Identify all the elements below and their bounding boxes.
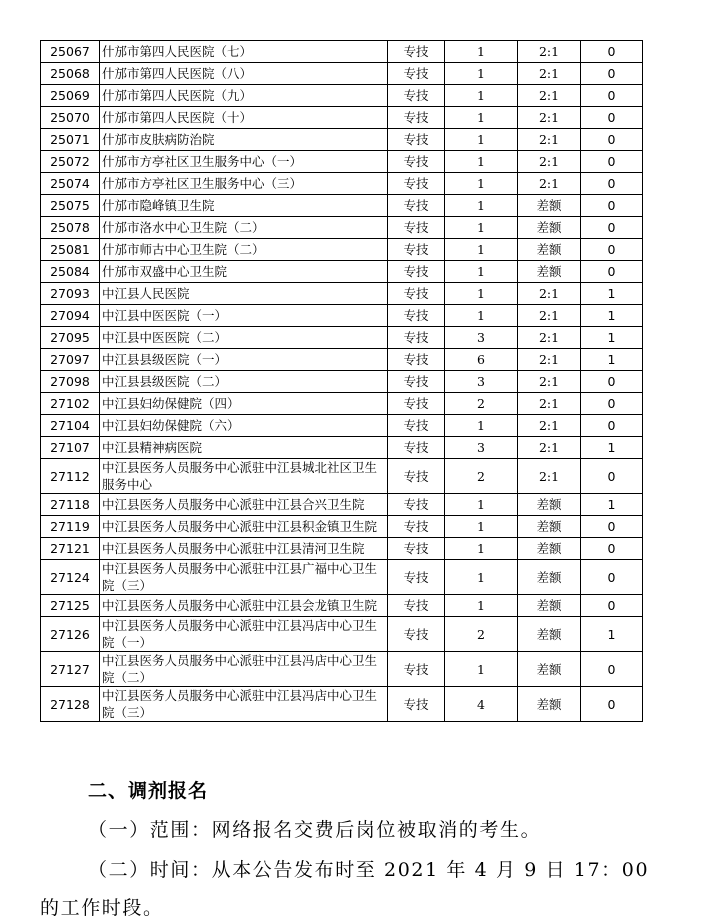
position-type-cell: 专技 bbox=[388, 494, 445, 516]
position-code-cell: 27094 bbox=[41, 305, 100, 327]
applicant-count-cell: 0 bbox=[581, 459, 643, 494]
position-code-cell: 25067 bbox=[41, 41, 100, 63]
applicant-count-cell: 0 bbox=[581, 595, 643, 617]
exam-ratio-cell: 差额 bbox=[518, 239, 581, 261]
position-code-cell: 27125 bbox=[41, 595, 100, 617]
exam-ratio-cell: 2:1 bbox=[518, 173, 581, 195]
table-row bbox=[41, 349, 643, 371]
position-unit-cell: 中江县县级医院（一） bbox=[100, 349, 388, 371]
exam-ratio-cell: 差额 bbox=[518, 652, 581, 687]
exam-ratio-cell: 差额 bbox=[518, 516, 581, 538]
position-code-cell: 25072 bbox=[41, 151, 100, 173]
position-count-cell: 1 bbox=[445, 173, 518, 195]
position-unit-cell: 什邡市方亭社区卫生服务中心（三） bbox=[100, 173, 388, 195]
table-row bbox=[41, 494, 643, 516]
exam-ratio-cell: 2:1 bbox=[518, 327, 581, 349]
position-count-cell: 6 bbox=[445, 349, 518, 371]
exam-ratio-cell: 差额 bbox=[518, 261, 581, 283]
table-row bbox=[41, 393, 643, 415]
table-row bbox=[41, 85, 643, 107]
position-type-cell: 专技 bbox=[388, 617, 445, 652]
position-unit-cell: 什邡市师古中心卫生院（二） bbox=[100, 239, 388, 261]
position-type-cell: 专技 bbox=[388, 516, 445, 538]
exam-ratio-cell: 差额 bbox=[518, 195, 581, 217]
position-unit-cell: 什邡市第四人民医院（九） bbox=[100, 85, 388, 107]
position-code-cell: 27093 bbox=[41, 283, 100, 305]
position-unit-cell: 中江县县级医院（二） bbox=[100, 371, 388, 393]
exam-ratio-cell: 差额 bbox=[518, 560, 581, 595]
position-count-cell: 2 bbox=[445, 393, 518, 415]
positions-table-body bbox=[41, 41, 643, 722]
applicant-count-cell: 0 bbox=[581, 415, 643, 437]
position-count-cell: 3 bbox=[445, 371, 518, 393]
table-row bbox=[41, 217, 643, 239]
table-row bbox=[41, 261, 643, 283]
position-unit-cell: 中江县医务人员服务中心派驻中江县冯店中心卫生院（三） bbox=[100, 687, 388, 722]
exam-ratio-cell: 2:1 bbox=[518, 437, 581, 459]
applicant-count-cell: 0 bbox=[581, 151, 643, 173]
position-type-cell: 专技 bbox=[388, 107, 445, 129]
position-unit-cell: 中江县医务人员服务中心派驻中江县合兴卫生院 bbox=[100, 494, 388, 516]
table-row bbox=[41, 415, 643, 437]
table-row bbox=[41, 459, 643, 494]
position-code-cell: 27126 bbox=[41, 617, 100, 652]
position-unit-cell: 什邡市第四人民医院（七） bbox=[100, 41, 388, 63]
position-count-cell: 2 bbox=[445, 459, 518, 494]
position-count-cell: 1 bbox=[445, 63, 518, 85]
applicant-count-cell: 1 bbox=[581, 349, 643, 371]
position-count-cell: 1 bbox=[445, 538, 518, 560]
applicant-count-cell: 0 bbox=[581, 261, 643, 283]
position-type-cell: 专技 bbox=[388, 687, 445, 722]
table-row bbox=[41, 327, 643, 349]
position-code-cell: 25075 bbox=[41, 195, 100, 217]
applicant-count-cell: 0 bbox=[581, 371, 643, 393]
paragraph-scope: （一）范围：网络报名交费后岗位被取消的考生。 bbox=[88, 819, 542, 841]
applicant-count-cell: 0 bbox=[581, 195, 643, 217]
applicant-count-cell: 0 bbox=[581, 538, 643, 560]
position-type-cell: 专技 bbox=[388, 41, 445, 63]
position-code-cell: 27097 bbox=[41, 349, 100, 371]
table-row bbox=[41, 107, 643, 129]
applicant-count-cell: 1 bbox=[581, 283, 643, 305]
table-row bbox=[41, 63, 643, 85]
applicant-count-cell: 1 bbox=[581, 494, 643, 516]
position-count-cell: 3 bbox=[445, 327, 518, 349]
position-unit-cell: 什邡市洛水中心卫生院（二） bbox=[100, 217, 388, 239]
position-code-cell: 27124 bbox=[41, 560, 100, 595]
exam-ratio-cell: 差额 bbox=[518, 617, 581, 652]
table-row bbox=[41, 687, 643, 722]
table-row bbox=[41, 595, 643, 617]
position-unit-cell: 什邡市隐峰镇卫生院 bbox=[100, 195, 388, 217]
exam-ratio-cell: 2:1 bbox=[518, 349, 581, 371]
exam-ratio-cell: 2:1 bbox=[518, 415, 581, 437]
exam-ratio-cell: 2:1 bbox=[518, 459, 581, 494]
position-unit-cell: 什邡市双盛中心卫生院 bbox=[100, 261, 388, 283]
applicant-count-cell: 0 bbox=[581, 560, 643, 595]
exam-ratio-cell: 2:1 bbox=[518, 85, 581, 107]
position-code-cell: 27104 bbox=[41, 415, 100, 437]
position-unit-cell: 中江县妇幼保健院（六） bbox=[100, 415, 388, 437]
position-count-cell: 1 bbox=[445, 195, 518, 217]
position-type-cell: 专技 bbox=[388, 437, 445, 459]
position-unit-cell: 中江县医务人员服务中心派驻中江县城北社区卫生服务中心 bbox=[100, 459, 388, 494]
position-count-cell: 4 bbox=[445, 687, 518, 722]
position-code-cell: 25081 bbox=[41, 239, 100, 261]
position-code-cell: 25070 bbox=[41, 107, 100, 129]
position-code-cell: 25078 bbox=[41, 217, 100, 239]
exam-ratio-cell: 差额 bbox=[518, 494, 581, 516]
applicant-count-cell: 0 bbox=[581, 107, 643, 129]
table-row bbox=[41, 538, 643, 560]
exam-ratio-cell: 差额 bbox=[518, 217, 581, 239]
position-unit-cell: 中江县妇幼保健院（四） bbox=[100, 393, 388, 415]
exam-ratio-cell: 2:1 bbox=[518, 63, 581, 85]
exam-ratio-cell: 2:1 bbox=[518, 107, 581, 129]
position-type-cell: 专技 bbox=[388, 305, 445, 327]
applicant-count-cell: 0 bbox=[581, 239, 643, 261]
position-code-cell: 27098 bbox=[41, 371, 100, 393]
position-type-cell: 专技 bbox=[388, 538, 445, 560]
position-type-cell: 专技 bbox=[388, 217, 445, 239]
table-row bbox=[41, 173, 643, 195]
positions-table bbox=[40, 40, 643, 722]
position-type-cell: 专技 bbox=[388, 151, 445, 173]
position-count-cell: 1 bbox=[445, 516, 518, 538]
position-type-cell: 专技 bbox=[388, 595, 445, 617]
paragraph-time-line2: 的工作时段。 bbox=[40, 897, 164, 919]
position-unit-cell: 中江县人民医院 bbox=[100, 283, 388, 305]
exam-ratio-cell: 差额 bbox=[518, 595, 581, 617]
applicant-count-cell: 0 bbox=[581, 129, 643, 151]
position-type-cell: 专技 bbox=[388, 129, 445, 151]
position-count-cell: 2 bbox=[445, 617, 518, 652]
position-unit-cell: 中江县精神病医院 bbox=[100, 437, 388, 459]
table-row bbox=[41, 371, 643, 393]
position-count-cell: 1 bbox=[445, 239, 518, 261]
table-row bbox=[41, 283, 643, 305]
position-unit-cell: 中江县医务人员服务中心派驻中江县冯店中心卫生院（一） bbox=[100, 617, 388, 652]
position-count-cell: 1 bbox=[445, 85, 518, 107]
applicant-count-cell: 0 bbox=[581, 516, 643, 538]
table-row bbox=[41, 516, 643, 538]
applicant-count-cell: 0 bbox=[581, 652, 643, 687]
position-count-cell: 3 bbox=[445, 437, 518, 459]
position-type-cell: 专技 bbox=[388, 371, 445, 393]
position-count-cell: 1 bbox=[445, 41, 518, 63]
position-code-cell: 27102 bbox=[41, 393, 100, 415]
position-unit-cell: 中江县医务人员服务中心派驻中江县清河卫生院 bbox=[100, 538, 388, 560]
table-row bbox=[41, 239, 643, 261]
position-count-cell: 1 bbox=[445, 415, 518, 437]
position-code-cell: 27112 bbox=[41, 459, 100, 494]
applicant-count-cell: 1 bbox=[581, 437, 643, 459]
table-row bbox=[41, 617, 643, 652]
exam-ratio-cell: 2:1 bbox=[518, 371, 581, 393]
position-type-cell: 专技 bbox=[388, 652, 445, 687]
position-code-cell: 27127 bbox=[41, 652, 100, 687]
position-code-cell: 25071 bbox=[41, 129, 100, 151]
position-type-cell: 专技 bbox=[388, 560, 445, 595]
applicant-count-cell: 1 bbox=[581, 327, 643, 349]
position-unit-cell: 什邡市皮肤病防治院 bbox=[100, 129, 388, 151]
position-type-cell: 专技 bbox=[388, 85, 445, 107]
position-code-cell: 25084 bbox=[41, 261, 100, 283]
position-unit-cell: 什邡市方亭社区卫生服务中心（一） bbox=[100, 151, 388, 173]
position-count-cell: 1 bbox=[445, 107, 518, 129]
position-unit-cell: 什邡市第四人民医院（八） bbox=[100, 63, 388, 85]
applicant-count-cell: 0 bbox=[581, 687, 643, 722]
applicant-count-cell: 0 bbox=[581, 393, 643, 415]
position-unit-cell: 中江县医务人员服务中心派驻中江县冯店中心卫生院（二） bbox=[100, 652, 388, 687]
table-row bbox=[41, 652, 643, 687]
position-type-cell: 专技 bbox=[388, 415, 445, 437]
table-row bbox=[41, 305, 643, 327]
section-heading: 二、调剂报名 bbox=[88, 780, 209, 802]
applicant-count-cell: 1 bbox=[581, 617, 643, 652]
applicant-count-cell: 0 bbox=[581, 63, 643, 85]
position-code-cell: 27119 bbox=[41, 516, 100, 538]
position-count-cell: 1 bbox=[445, 595, 518, 617]
position-type-cell: 专技 bbox=[388, 195, 445, 217]
position-count-cell: 1 bbox=[445, 494, 518, 516]
position-type-cell: 专技 bbox=[388, 393, 445, 415]
position-code-cell: 27128 bbox=[41, 687, 100, 722]
position-code-cell: 25069 bbox=[41, 85, 100, 107]
position-code-cell: 25068 bbox=[41, 63, 100, 85]
position-type-cell: 专技 bbox=[388, 327, 445, 349]
position-count-cell: 1 bbox=[445, 560, 518, 595]
exam-ratio-cell: 差额 bbox=[518, 687, 581, 722]
position-code-cell: 27095 bbox=[41, 327, 100, 349]
position-unit-cell: 中江县医务人员服务中心派驻中江县积金镇卫生院 bbox=[100, 516, 388, 538]
exam-ratio-cell: 2:1 bbox=[518, 283, 581, 305]
position-unit-cell: 什邡市第四人民医院（十） bbox=[100, 107, 388, 129]
position-code-cell: 27107 bbox=[41, 437, 100, 459]
position-unit-cell: 中江县医务人员服务中心派驻中江县广福中心卫生院（三） bbox=[100, 560, 388, 595]
table-row bbox=[41, 41, 643, 63]
paragraph-time-line1: （二）时间：从本公告发布时至 2021 年 4 月 9 日 17：00 bbox=[88, 859, 650, 881]
position-count-cell: 1 bbox=[445, 129, 518, 151]
applicant-count-cell: 0 bbox=[581, 85, 643, 107]
position-count-cell: 1 bbox=[445, 217, 518, 239]
position-code-cell: 25074 bbox=[41, 173, 100, 195]
exam-ratio-cell: 差额 bbox=[518, 538, 581, 560]
position-count-cell: 1 bbox=[445, 652, 518, 687]
applicant-count-cell: 0 bbox=[581, 217, 643, 239]
position-unit-cell: 中江县中医医院（一） bbox=[100, 305, 388, 327]
table-row bbox=[41, 195, 643, 217]
position-count-cell: 1 bbox=[445, 305, 518, 327]
position-count-cell: 1 bbox=[445, 283, 518, 305]
table-row bbox=[41, 437, 643, 459]
exam-ratio-cell: 2:1 bbox=[518, 151, 581, 173]
position-count-cell: 1 bbox=[445, 261, 518, 283]
position-unit-cell: 中江县医务人员服务中心派驻中江县会龙镇卫生院 bbox=[100, 595, 388, 617]
exam-ratio-cell: 2:1 bbox=[518, 41, 581, 63]
applicant-count-cell: 1 bbox=[581, 305, 643, 327]
position-code-cell: 27121 bbox=[41, 538, 100, 560]
position-unit-cell: 中江县中医医院（二） bbox=[100, 327, 388, 349]
exam-ratio-cell: 2:1 bbox=[518, 305, 581, 327]
table-row bbox=[41, 151, 643, 173]
applicant-count-cell: 0 bbox=[581, 173, 643, 195]
position-count-cell: 1 bbox=[445, 151, 518, 173]
applicant-count-cell: 0 bbox=[581, 41, 643, 63]
position-type-cell: 专技 bbox=[388, 239, 445, 261]
exam-ratio-cell: 2:1 bbox=[518, 393, 581, 415]
table-row bbox=[41, 560, 643, 595]
position-type-cell: 专技 bbox=[388, 283, 445, 305]
position-type-cell: 专技 bbox=[388, 63, 445, 85]
position-type-cell: 专技 bbox=[388, 459, 445, 494]
position-code-cell: 27118 bbox=[41, 494, 100, 516]
position-type-cell: 专技 bbox=[388, 261, 445, 283]
position-type-cell: 专技 bbox=[388, 173, 445, 195]
exam-ratio-cell: 2:1 bbox=[518, 129, 581, 151]
table-row bbox=[41, 129, 643, 151]
position-type-cell: 专技 bbox=[388, 349, 445, 371]
